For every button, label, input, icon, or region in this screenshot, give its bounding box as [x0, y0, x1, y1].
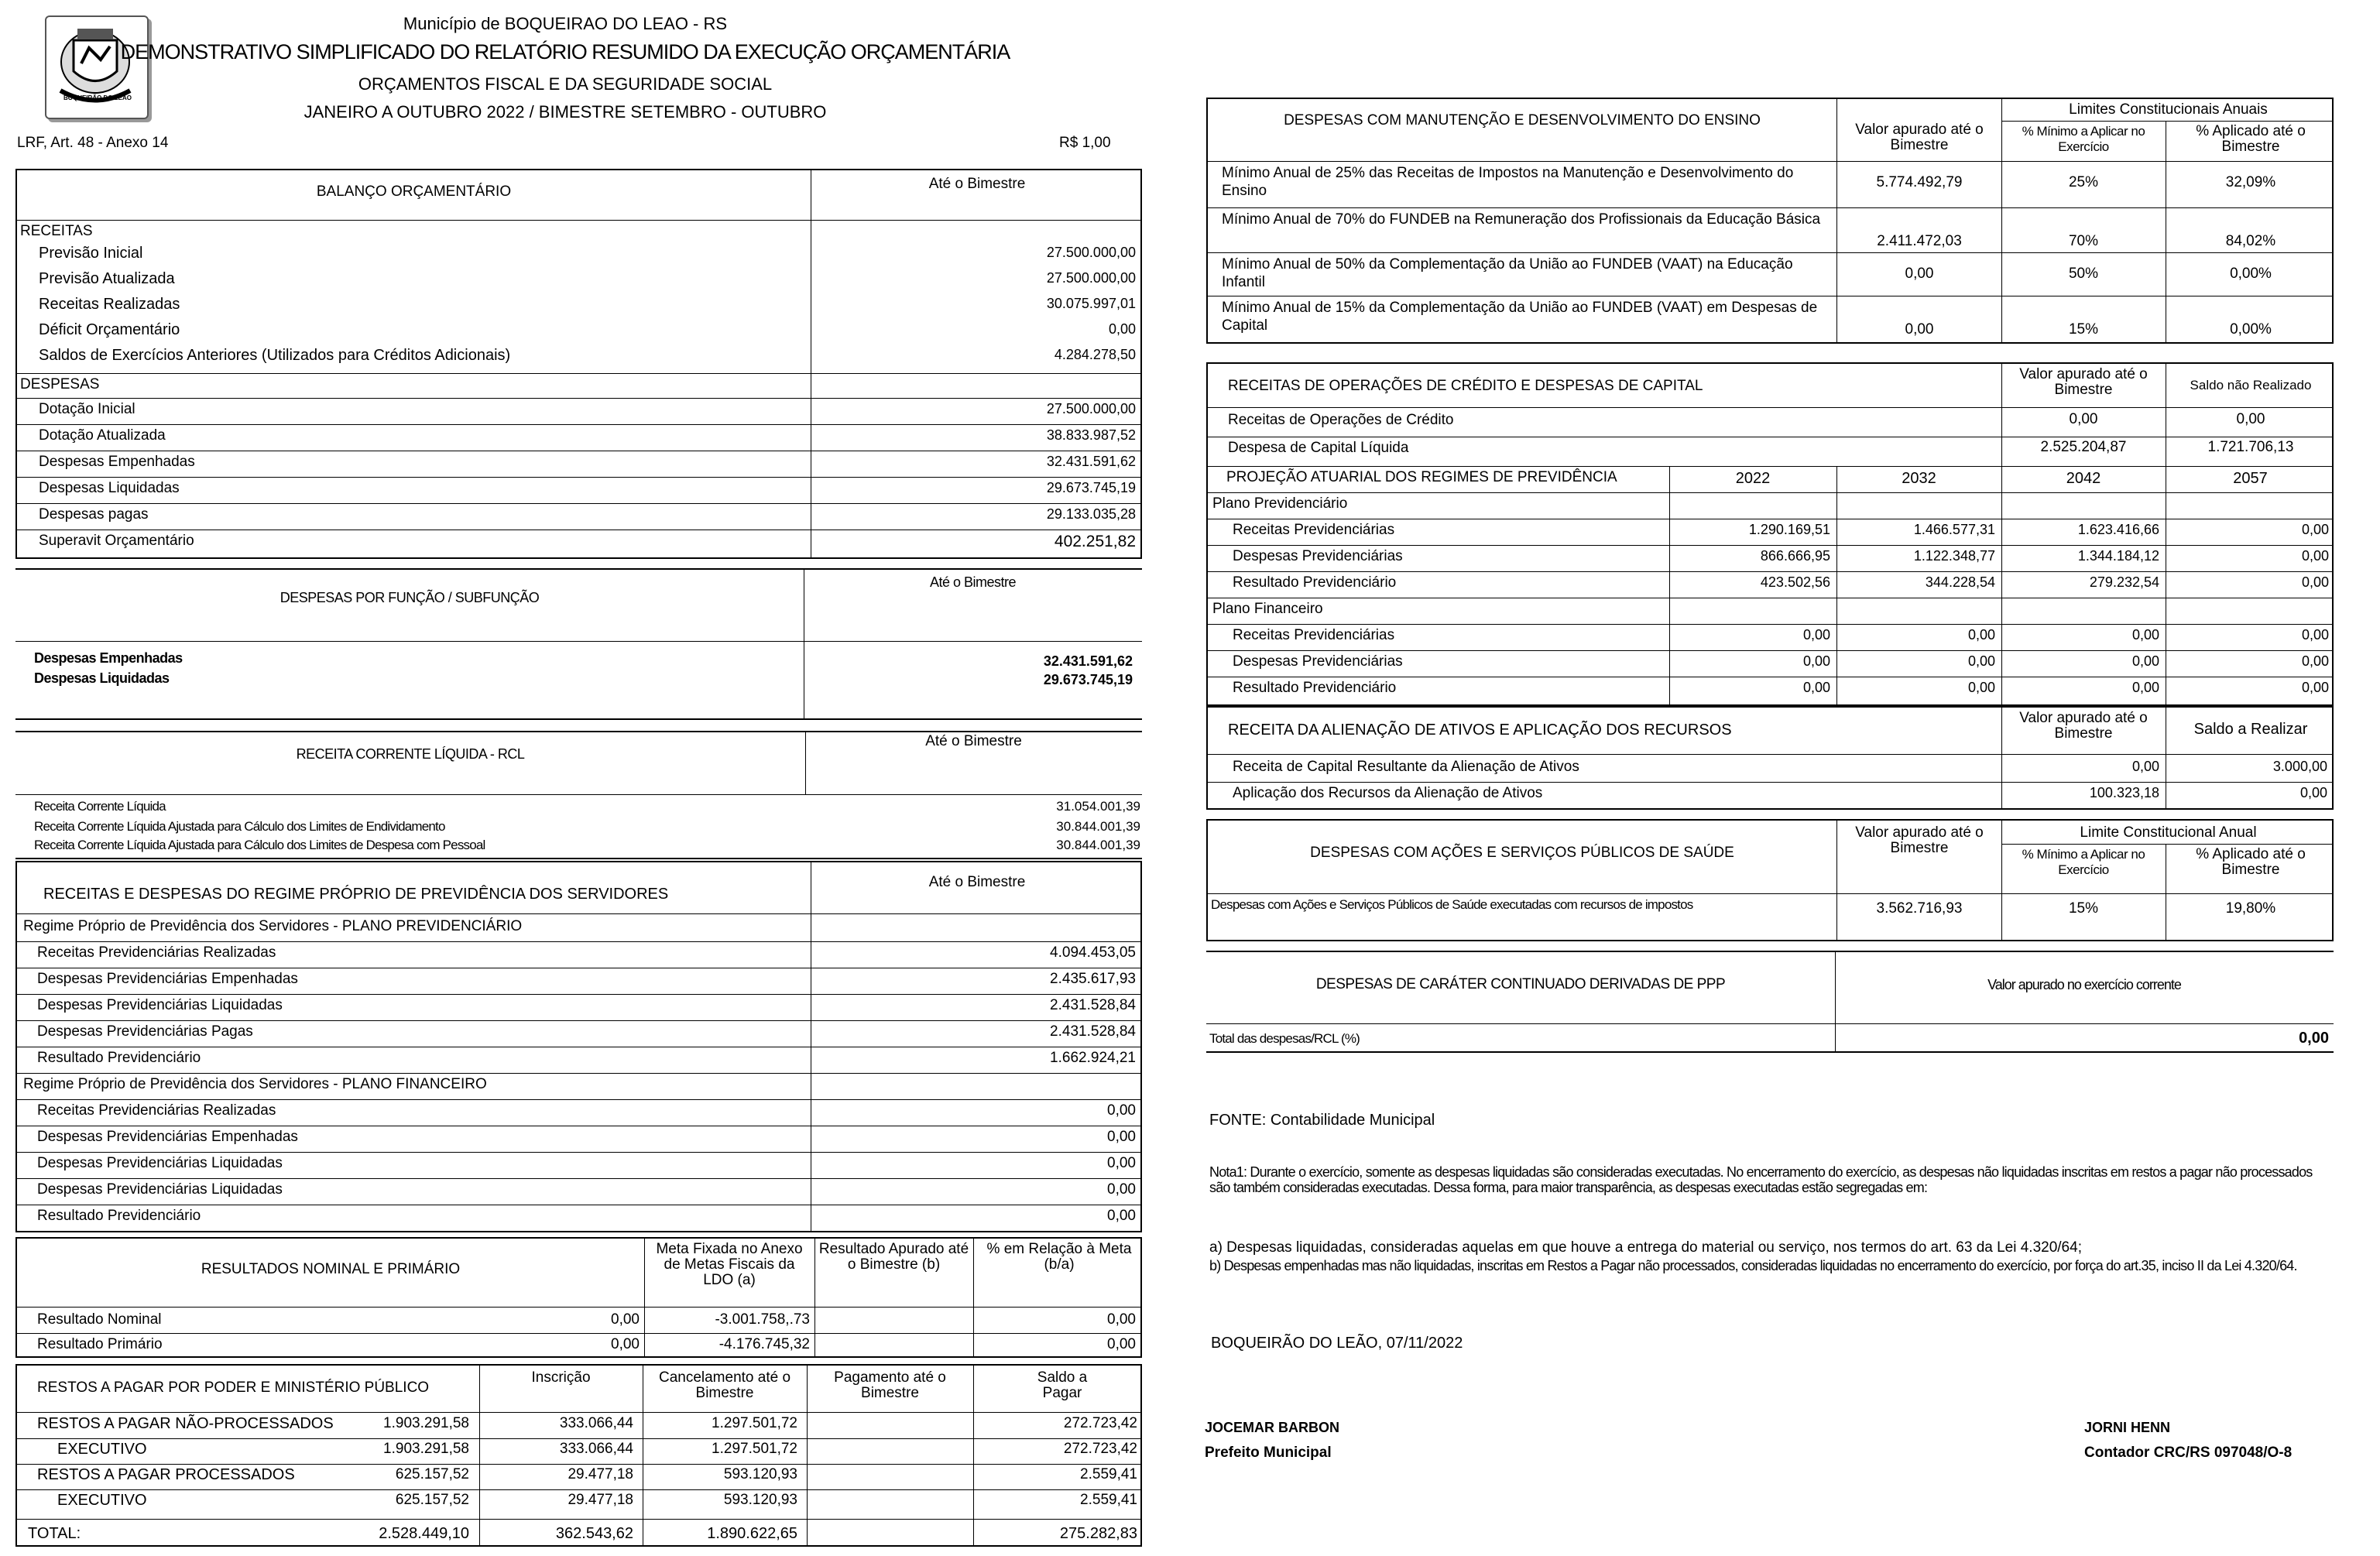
nominal-row-percent: 0,00	[1107, 1336, 1136, 1352]
alienacao-col-saldo: Saldo a Realizar	[2193, 721, 2308, 738]
projecao-prev-row-value: 866.666,95	[1760, 548, 1830, 564]
saude-row-minimo: 15%	[2068, 900, 2099, 917]
ensino-row-valor: 5.774.492,79	[1876, 174, 1963, 190]
rpps-prev-row-label: Despesas Previdenciárias Empenhadas	[37, 971, 298, 987]
balanco-despesa-value: 29.673.745,19	[1046, 480, 1136, 495]
funcao-value-liquidadas: 29.673.745,19	[1043, 672, 1133, 687]
projecao-prev-row-value: 1.623.416,66	[2077, 522, 2159, 537]
rpps-fin-row-label: Despesas Previdenciárias Liquidadas	[37, 1155, 283, 1171]
balanco-despesa-value: 38.833.987,52	[1046, 427, 1136, 443]
projecao-prev-row-value: 1.290.169,51	[1748, 522, 1830, 537]
restos-row-saldo: 272.723,42	[1063, 1441, 1137, 1457]
projecao-fin-row-value: 0,00	[2301, 627, 2329, 643]
projecao-fin-row-value: 0,00	[1967, 680, 1995, 695]
rpps-prev-row-label: Despesas Previdenciárias Liquidadas	[37, 997, 283, 1013]
funcao-title: DESPESAS POR FUNÇÃO / SUBFUNÇÃO	[279, 590, 540, 605]
projecao-prev-row-value: 1.466.577,31	[1913, 522, 1995, 537]
ensino-table	[1206, 98, 2334, 344]
ensino-row-valor: 2.411.472,03	[1877, 233, 1962, 249]
balanco-orcamentario-table	[15, 169, 1142, 559]
restos-row-inscricao: 625.157,52	[395, 1466, 469, 1482]
projecao-fin-label: Plano Financeiro	[1212, 601, 1323, 617]
projecao-prev-row-value: 0,00	[2301, 548, 2329, 564]
nota-b: b) Despesas empenhadas mas não liquidadas, inscritas em Restos a Pagar não processados, consideradas liquidadas no encerramento do exercício, por força do art.35, inciso II da Lei 4.320/64.	[1209, 1258, 2297, 1273]
rpps-prev-row-label: Resultado Previdenciário	[37, 1050, 201, 1066]
nominal-row-resultado: -4.176.745,32	[718, 1336, 810, 1352]
nominal-row-meta: 0,00	[611, 1311, 640, 1328]
saude-col-aplicado: % Aplicado até o Bimestre	[2196, 846, 2306, 878]
alienacao-row-label: Aplicação dos Recursos da Alienação de Ativos	[1233, 785, 1543, 801]
ensino-row-aplicado: 0,00%	[2230, 321, 2272, 338]
balanco-despesa-label: Superavit Orçamentário	[39, 533, 194, 549]
saude-row-label: Despesas com Ações e Serviços Públicos de Saúde executadas com recursos de impostos	[1211, 897, 1693, 912]
place-date: BOQUEIRÃO DO LEÃO, 07/11/2022	[1211, 1335, 1463, 1352]
funcao-col-header: Até o Bimestre	[929, 574, 1017, 590]
balanco-despesa-label: Despesas Empenhadas	[39, 454, 195, 470]
projecao-fin-row-value: 0,00	[1967, 627, 1995, 643]
rpps-prev-row-value: 4.094.453,05	[1050, 944, 1136, 961]
restos-total-saldo: 275.282,83	[1059, 1525, 1137, 1542]
restos-row-label: RESTOS A PAGAR NÃO-PROCESSADOS	[37, 1415, 334, 1432]
projecao-year-header: 2057	[2233, 470, 2268, 487]
rpps-fin-row-value: 0,00	[1107, 1129, 1136, 1145]
ensino-row-minimo: 15%	[2068, 321, 2099, 338]
rcl-label-1: Receita Corrente Líquida Ajustada para Cálculo dos Limites de Endividamento	[34, 819, 445, 834]
rcl-label-2: Receita Corrente Líquida Ajustada para Cálculo dos Limites de Despesa com Pessoal	[34, 838, 485, 852]
ensino-col-aplicado: % Aplicado até o Bimestre	[2196, 123, 2306, 155]
nominal-row-meta: 0,00	[611, 1336, 640, 1352]
restos-col-pagamento: Pagamento até o Bimestre	[834, 1369, 946, 1401]
credito-projecao-table	[1206, 362, 2334, 706]
report-subtitle: ORÇAMENTOS FISCAL E DA SEGURIDADE SOCIAL	[358, 74, 773, 94]
rcl-col-header: Até o Bimestre	[925, 733, 1022, 749]
projecao-fin-row-label: Resultado Previdenciário	[1233, 680, 1397, 696]
rpps-prev-row-value: 1.662.924,21	[1050, 1050, 1136, 1066]
restos-col-cancelamento: Cancelamento até o Bimestre	[658, 1369, 791, 1401]
rpps-prev-row-value: 2.431.528,84	[1050, 1023, 1136, 1040]
restos-row-inscricao: 1.903.291,58	[383, 1441, 469, 1457]
ppp-title: DESPESAS DE CARÁTER CONTINUADO DERIVADAS DE PPP	[1315, 976, 1726, 992]
ensino-row-valor: 0,00	[1905, 321, 1934, 338]
alienacao-title: RECEITA DA ALIENAÇÃO DE ATIVOS E APLICAÇÃO DOS RECURSOS	[1228, 721, 1732, 739]
alienacao-row-saldo: 3.000,00	[2272, 759, 2327, 774]
balanco-despesa-value: 32.431.591,62	[1046, 454, 1136, 469]
rcl-value-2: 30.844.001,39	[1056, 838, 1140, 852]
nominal-row-label: Resultado Primário	[37, 1336, 163, 1352]
projecao-prev-row-label: Despesas Previdenciárias	[1233, 548, 1403, 564]
restos-row-pagamento: 593.120,93	[723, 1492, 797, 1508]
projecao-fin-row-value: 0,00	[2131, 653, 2159, 669]
projecao-prev-row-value: 0,00	[2301, 522, 2329, 537]
saude-limit-header: Limite Constitucional Anual	[2080, 824, 2257, 841]
balanco-despesa-label: Dotação Inicial	[39, 401, 135, 417]
balanco-despesa-value: 27.500.000,00	[1046, 401, 1136, 416]
projecao-prev-row-label: Receitas Previdenciárias	[1233, 522, 1395, 538]
rpps-fin-row-label: Despesas Previdenciárias Empenhadas	[37, 1129, 298, 1145]
balanco-despesa-label: Despesas Liquidadas	[39, 480, 180, 496]
alienacao-row-valor: 100.323,18	[2089, 785, 2159, 800]
projecao-fin-row-value: 0,00	[2301, 653, 2329, 669]
signature-left-role: Prefeito Municipal	[1205, 1445, 1332, 1461]
alienacao-col-valor: Valor apurado até o Bimestre	[2019, 710, 2148, 742]
projecao-fin-row-value: 0,00	[1802, 680, 1830, 695]
report-title: DEMONSTRATIVO SIMPLIFICADO DO RELATÓRIO RESUMIDO DA EXECUÇÃO ORÇAMENTÁRIA	[120, 40, 1010, 63]
rpps-fin-row-label: Despesas Previdenciárias Liquidadas	[37, 1181, 283, 1198]
restos-row-saldo: 2.559,41	[1080, 1492, 1137, 1508]
nota-a: a) Despesas liquidadas, consideradas aquelas em que houve a entrega do material ou serviço, nos termos do art. 63 da Lei 4.320/64;	[1209, 1239, 2082, 1256]
rpps-fin-label: Regime Próprio de Previdência dos Servidores - PLANO FINANCEIRO	[23, 1076, 487, 1092]
ensino-row-minimo: 50%	[2068, 266, 2099, 282]
restos-row-saldo: 272.723,42	[1063, 1415, 1137, 1431]
rcl-value-1: 30.844.001,39	[1056, 819, 1140, 834]
rpps-prev-row-label: Despesas Previdenciárias Pagas	[37, 1023, 253, 1040]
rcl-value-0: 31.054.001,39	[1056, 799, 1140, 814]
restos-row-pagamento: 1.297.501,72	[712, 1415, 797, 1431]
nominal-title: RESULTADOS NOMINAL E PRIMÁRIO	[201, 1261, 461, 1277]
restos-total-pagamento: 1.890.622,65	[707, 1525, 797, 1542]
balanco-receita-label: Déficit Orçamentário	[39, 321, 180, 338]
projecao-year-header: 2022	[1735, 470, 1771, 487]
projecao-prev-row-value: 0,00	[2301, 574, 2329, 590]
balanco-despesa-label: Despesas pagas	[39, 506, 149, 523]
ensino-title: DESPESAS COM MANUTENÇÃO E DESENVOLVIMENTO DO ENSINO	[1284, 112, 1761, 129]
ensino-limits-header: Limites Constitucionais Anuais	[2069, 101, 2268, 118]
ppp-row-value: 0,00	[2299, 1030, 2329, 1047]
nota1: Nota1: Durante o exercício, somente as despesas liquidadas são consideradas executadas. No encerramento do exercício, as despesas não liquidadas inscritas em restos a pagar não processados são também consideradas executadas. Dessa forma, para maior transparência, as despesas executadas estão segregadas em:	[1209, 1164, 2313, 1195]
balanco-receita-value: 27.500.000,00	[1046, 245, 1136, 260]
signature-right-name: JORNI HENN	[2084, 1420, 2171, 1435]
restos-row-label: EXECUTIVO	[57, 1492, 147, 1509]
despesas-funcao-table	[15, 568, 1142, 720]
signature-right-role: Contador CRC/RS 097048/O-8	[2084, 1445, 2293, 1461]
restos-row-cancelamento: 333.066,44	[559, 1415, 633, 1431]
balanco-receita-value: 0,00	[1108, 321, 1136, 337]
restos-row-inscricao: 1.903.291,58	[383, 1415, 469, 1431]
restos-total-label: TOTAL:	[28, 1525, 81, 1542]
alienacao-table	[1206, 706, 2334, 810]
projecao-fin-row-value: 0,00	[2131, 627, 2159, 643]
ensino-col-valor: Valor apurado até o Bimestre	[1855, 122, 1984, 153]
ensino-row-label: Mínimo Anual de 25% das Receitas de Impostos na Manutenção e Desenvolvimento do Ensino	[1222, 165, 1794, 199]
balanco-col-header: Até o Bimestre	[928, 176, 1026, 192]
ensino-row-label: Mínimo Anual de 50% da Complementação da União ao FUNDEB (VAAT) na Educação Infantil	[1222, 256, 1793, 290]
rcl-title: RECEITA CORRENTE LÍQUIDA - RCL	[296, 746, 525, 762]
balanco-title: BALANÇO ORÇAMENTÁRIO	[316, 183, 512, 200]
credito-row-saldo: 0,00	[2236, 411, 2265, 427]
restos-col-inscricao: Inscrição	[531, 1369, 591, 1386]
balanco-receita-label: Previsão Inicial	[39, 245, 143, 262]
funcao-label-liquidadas: Despesas Liquidadas	[34, 670, 170, 686]
funcao-label-empenhadas: Despesas Empenhadas	[34, 650, 183, 666]
saude-col-valor: Valor apurado até o Bimestre	[1855, 824, 1984, 856]
restos-row-label: EXECUTIVO	[57, 1441, 147, 1458]
restos-row-cancelamento: 29.477,18	[568, 1466, 633, 1482]
ensino-row-minimo: 25%	[2068, 174, 2099, 190]
ensino-row-aplicado: 0,00%	[2230, 266, 2272, 282]
restos-row-label: RESTOS A PAGAR PROCESSADOS	[37, 1466, 295, 1483]
lrf-reference: LRF, Art. 48 - Anexo 14	[17, 135, 169, 151]
rpps-col-header: Até o Bimestre	[928, 874, 1026, 890]
despesas-section-label: DESPESAS	[20, 376, 100, 392]
restos-row-cancelamento: 29.477,18	[568, 1492, 633, 1508]
restos-row-cancelamento: 333.066,44	[559, 1441, 633, 1457]
restos-row-pagamento: 593.120,93	[723, 1466, 797, 1482]
rpps-prev-row-value: 2.431.528,84	[1050, 997, 1136, 1013]
rcl-table	[15, 731, 1142, 859]
nominal-col-percent: % em Relação à Meta (b/a)	[986, 1241, 1132, 1273]
projecao-fin-row-value: 0,00	[2301, 680, 2329, 695]
rpps-prev-label: Regime Próprio de Previdência dos Servidores - PLANO PREVIDENCIÁRIO	[23, 918, 523, 934]
ensino-row-label: Mínimo Anual de 70% do FUNDEB na Remuneração dos Profissionais da Educação Básica	[1222, 211, 1821, 228]
saude-col-minimo: % Mínimo a Aplicar no Exercício	[2022, 847, 2145, 877]
ensino-row-minimo: 70%	[2068, 233, 2099, 249]
restos-title: RESTOS A PAGAR POR PODER E MINISTÉRIO PÚBLICO	[37, 1379, 430, 1396]
saude-table	[1206, 819, 2334, 941]
projecao-prev-row-value: 344.228,54	[1925, 574, 1995, 590]
balanco-receita-value: 27.500.000,00	[1046, 270, 1136, 286]
rpps-fin-row-value: 0,00	[1107, 1155, 1136, 1171]
rpps-fin-row-value: 0,00	[1107, 1208, 1136, 1224]
receitas-section-label: RECEITAS	[20, 223, 93, 239]
restos-a-pagar-table	[15, 1364, 1142, 1547]
balanco-receita-value: 4.284.278,50	[1054, 347, 1136, 362]
municipality-name: Município de BOQUEIRAO DO LEAO - RS	[403, 14, 728, 33]
rpps-title: RECEITAS E DESPESAS DO REGIME PRÓPRIO DE PREVIDÊNCIA DOS SERVIDORES	[43, 886, 669, 903]
alienacao-row-label: Receita de Capital Resultante da Alienação de Ativos	[1233, 759, 1579, 775]
projecao-prev-row-value: 279.232,54	[2089, 574, 2159, 590]
credito-row-valor: 0,00	[2069, 411, 2098, 427]
projecao-title: PROJEÇÃO ATUARIAL DOS REGIMES DE PREVIDÊNCIA	[1226, 469, 1617, 485]
balanco-receita-label: Receitas Realizadas	[39, 296, 180, 313]
projecao-fin-row-value: 0,00	[2131, 680, 2159, 695]
ensino-row-label: Mínimo Anual de 15% da Complementação da União ao FUNDEB (VAAT) em Despesas de Capital	[1222, 300, 1818, 334]
credito-col-saldo: Saldo não Realizado	[2190, 378, 2312, 392]
balanco-receita-label: Saldos de Exercícios Anteriores (Utilizados para Créditos Adicionais)	[39, 347, 511, 364]
fonte-note: FONTE: Contabilidade Municipal	[1209, 1112, 1435, 1129]
ppp-col-header: Valor apurado no exercício corrente	[1987, 977, 2181, 992]
saude-title: DESPESAS COM AÇÕES E SERVIÇOS PÚBLICOS DE SAÚDE	[1310, 845, 1734, 861]
rpps-fin-row-label: Resultado Previdenciário	[37, 1208, 201, 1224]
rpps-table	[15, 861, 1142, 1232]
projecao-prev-row-label: Resultado Previdenciário	[1233, 574, 1397, 591]
projecao-year-header: 2042	[2066, 470, 2101, 487]
rpps-fin-row-label: Receitas Previdenciárias Realizadas	[37, 1102, 276, 1119]
projecao-prev-label: Plano Previdenciário	[1212, 495, 1348, 512]
balanco-despesa-label: Dotação Atualizada	[39, 427, 166, 444]
nominal-row-resultado: -3.001.758,.73	[715, 1311, 810, 1328]
signature-left-name: JOCEMAR BARBON	[1205, 1420, 1340, 1435]
projecao-fin-row-value: 0,00	[1967, 653, 1995, 669]
rcl-label-0: Receita Corrente Líquida	[34, 799, 166, 814]
nominal-col-meta: Meta Fixada no Anexo de Metas Fiscais da LDO (a)	[656, 1241, 803, 1288]
ensino-row-aplicado: 84,02%	[2225, 233, 2276, 249]
restos-row-inscricao: 625.157,52	[395, 1492, 469, 1508]
saude-row-aplicado: 19,80%	[2225, 900, 2276, 917]
restos-total-cancelamento: 362.543,62	[555, 1525, 633, 1542]
restos-col-saldo: Saldo a Pagar	[1037, 1369, 1088, 1401]
ensino-row-valor: 0,00	[1905, 266, 1934, 282]
funcao-value-empenhadas: 32.431.591,62	[1043, 653, 1133, 669]
saude-row-valor: 3.562.716,93	[1876, 900, 1963, 917]
projecao-fin-row-label: Despesas Previdenciárias	[1233, 653, 1403, 670]
projecao-prev-row-value: 1.344.184,12	[2077, 548, 2159, 564]
alienacao-row-saldo: 0,00	[2299, 785, 2327, 800]
currency-unit: R$ 1,00	[1059, 135, 1111, 151]
nominal-row-percent: 0,00	[1107, 1311, 1136, 1328]
credito-title: RECEITAS DE OPERAÇÕES DE CRÉDITO E DESPESAS DE CAPITAL	[1228, 378, 1703, 394]
projecao-year-header: 2032	[1902, 470, 1936, 487]
ensino-row-aplicado: 32,09%	[2225, 174, 2276, 190]
ensino-col-minimo: % Mínimo a Aplicar no Exercício	[2022, 124, 2145, 154]
restos-row-pagamento: 1.297.501,72	[712, 1441, 797, 1457]
balanco-despesa-value: 29.133.035,28	[1046, 506, 1136, 522]
balanco-receita-value: 30.075.997,01	[1046, 296, 1136, 311]
credito-row-saldo: 1.721.706,13	[2207, 439, 2294, 455]
rpps-prev-row-label: Receitas Previdenciárias Realizadas	[37, 944, 276, 961]
balanco-despesa-value: 402.251,82	[1054, 533, 1136, 550]
report-period: JANEIRO A OUTUBRO 2022 / BIMESTRE SETEMBRO - OUTUBRO	[304, 102, 827, 122]
restos-row-saldo: 2.559,41	[1080, 1466, 1137, 1482]
ppp-table	[1206, 951, 2334, 1053]
rpps-fin-row-value: 0,00	[1107, 1181, 1136, 1198]
credito-col-valor: Valor apurado até o Bimestre	[2019, 366, 2148, 398]
rpps-fin-row-value: 0,00	[1107, 1102, 1136, 1119]
alienacao-row-valor: 0,00	[2131, 759, 2159, 774]
projecao-fin-row-value: 0,00	[1802, 653, 1830, 669]
credito-row-valor: 2.525.204,87	[2040, 439, 2127, 455]
credito-row-label: Receitas de Operações de Crédito	[1228, 412, 1454, 428]
credito-row-label: Despesa de Capital Líquida	[1228, 440, 1409, 456]
projecao-prev-row-value: 423.502,56	[1760, 574, 1830, 590]
nominal-col-resultado: Resultado Apurado até o Bimestre (b)	[818, 1241, 969, 1273]
projecao-prev-row-value: 1.122.348,77	[1913, 548, 1995, 564]
resultados-nominal-table	[15, 1237, 1142, 1358]
logo-text: BOQUEIRÃO DO LEÃO	[63, 94, 132, 101]
nominal-row-label: Resultado Nominal	[37, 1311, 162, 1328]
ppp-row-label: Total das despesas/RCL (%)	[1209, 1031, 1360, 1046]
restos-total-inscricao: 2.528.449,10	[379, 1525, 469, 1542]
projecao-fin-row-label: Receitas Previdenciárias	[1233, 627, 1395, 643]
balanco-receita-label: Previsão Atualizada	[39, 270, 175, 287]
rpps-prev-row-value: 2.435.617,93	[1050, 971, 1136, 987]
projecao-fin-row-value: 0,00	[1802, 627, 1830, 643]
